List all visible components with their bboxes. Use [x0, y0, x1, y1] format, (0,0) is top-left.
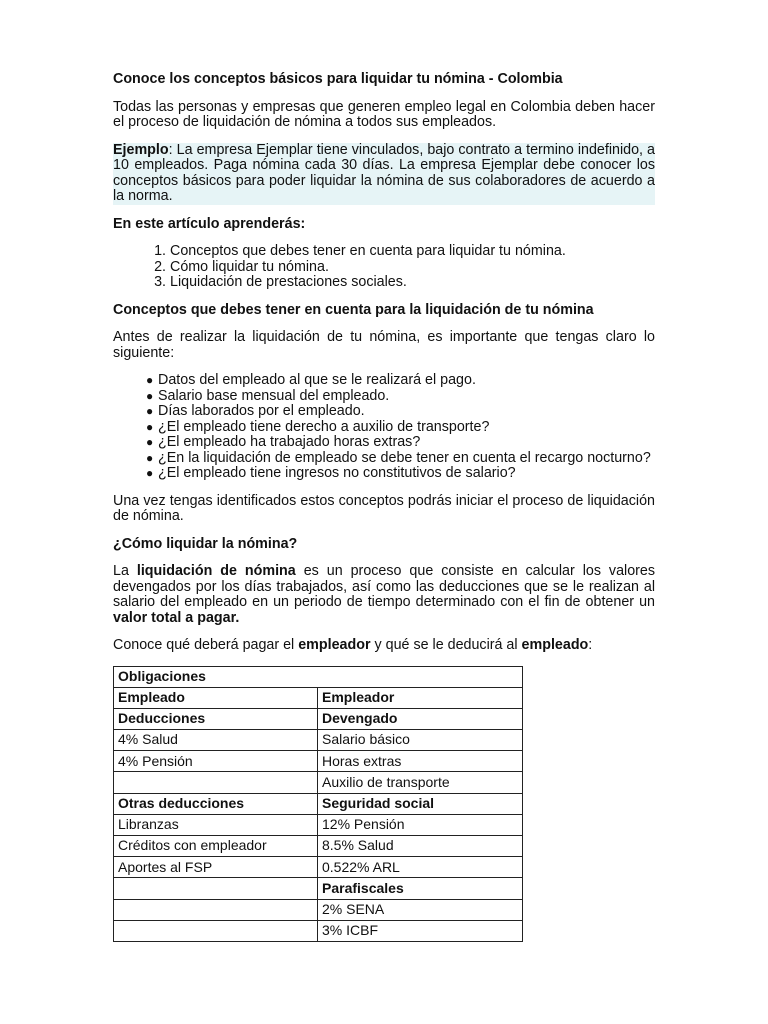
table-cell: 12% Pensión	[318, 814, 523, 835]
table-row	[114, 836, 523, 857]
bullet-icon: ●	[146, 450, 154, 465]
example-box	[113, 143, 655, 205]
table-row	[114, 814, 523, 835]
table-row	[114, 687, 523, 708]
howto-paragraph: La liquidación de nómina es un proceso que consiste en calcular los valores devengados por los días trabajados, así como las deducciones que se le realizan al salario del empleado en un periodo de tiempo determinado con el fin de obtener un valor total a pagar.	[113, 563, 656, 626]
example-text: : La empresa Ejemplar tiene vinculados, bajo contrato a termino indefinido, a 10 empleados. Paga nómina cada 30 días. La empresa Ejemplar debe conocer los conceptos básicos para poder liquidar la nómina de sus colaboradores de acuerdo a la norma.	[113, 141, 655, 204]
table-cell: Otras deducciones	[114, 793, 318, 814]
concept-item: ● ¿El empleado tiene ingresos no constitutivos de salario?	[146, 465, 516, 481]
learn-item: 3. Liquidación de prestaciones sociales.	[170, 275, 655, 291]
table-row	[114, 708, 523, 729]
table-cell: Devengado	[318, 708, 523, 729]
table-cell	[114, 899, 318, 920]
table-cell: 0.522% ARL	[318, 857, 523, 878]
concepts-intro: Antes de realizar la liquidación de tu nómina, es importante que tengas claro lo siguiente:	[113, 329, 655, 361]
concepts-list	[113, 373, 655, 482]
concept-item: ● Datos del empleado al que se le realizará el pago.	[146, 372, 476, 388]
obligations-table	[113, 666, 523, 942]
bullet-icon: ●	[146, 466, 154, 480]
example-label: Ejemplo	[113, 141, 169, 158]
learn-list	[113, 244, 655, 291]
howto-heading: ¿Cómo liquidar la nómina?	[113, 535, 298, 552]
table-cell: 3% ICBF	[318, 920, 523, 941]
concept-item: ● Salario base mensual del empleado.	[146, 387, 390, 404]
intro-paragraph: Todas las personas y empresas que generen empleo legal en Colombia deben hacer el proceso de liquidación de nómina a todos sus empleados.	[113, 98, 655, 130]
table-cell: 8.5% Salud	[318, 836, 523, 857]
table-cell: 2% SENA	[318, 899, 523, 920]
table-cell: Créditos con empleador	[114, 836, 318, 857]
table-cell	[114, 878, 318, 899]
table-cell: Auxilio de transporte	[318, 772, 523, 793]
concept-item: ● Días laborados por el empleado.	[146, 403, 365, 419]
table-row	[114, 772, 523, 793]
table-header-row	[114, 666, 523, 687]
table-cell: Empleado	[114, 687, 318, 708]
concept-item: ● ¿El empleado ha trabajado horas extras?	[146, 434, 421, 450]
bullet-icon: ●	[146, 435, 154, 449]
table-row	[114, 899, 523, 920]
learn-item: 2. Cómo liquidar tu nómina.	[170, 260, 655, 276]
table-cell: Libranzas	[114, 814, 318, 835]
concepts-outro: Una vez tengas identificados estos conceptos podrás iniciar el proceso de liquidación de nómina.	[113, 492, 655, 524]
table-row	[114, 751, 523, 772]
table-row	[114, 878, 523, 899]
table-cell: Horas extras	[318, 751, 523, 772]
concepts-heading: Conceptos que debes tener en cuenta para la liquidación de tu nómina	[113, 301, 594, 318]
learn-item: 1. Conceptos que debes tener en cuenta para liquidar tu nómina.	[170, 244, 655, 260]
learn-heading: En este artículo aprenderás:	[113, 215, 306, 232]
concept-item: ● ¿El empleado tiene derecho a auxilio de transporte?	[146, 418, 490, 435]
table-cell	[114, 920, 318, 941]
bullet-icon: ●	[146, 404, 154, 418]
table-row	[114, 730, 523, 751]
table-caption: Obligaciones	[114, 666, 523, 687]
table-row	[114, 793, 523, 814]
bullet-icon: ●	[146, 388, 154, 403]
document-content	[113, 72, 655, 942]
table-cell: Empleador	[318, 687, 523, 708]
table-cell: Aportes al FSP	[114, 857, 318, 878]
table-cell: Salario básico	[318, 730, 523, 751]
table-cell: Parafiscales	[318, 878, 523, 899]
table-cell: 4% Salud	[114, 730, 318, 751]
table-cell: 4% Pensión	[114, 751, 318, 772]
table-cell: Deducciones	[114, 708, 318, 729]
table-cell	[114, 772, 318, 793]
table-cell: Seguridad social	[318, 793, 523, 814]
bullet-icon: ●	[146, 373, 154, 387]
document-title: Conoce los conceptos básicos para liquidar tu nómina - Colombia	[113, 71, 563, 87]
table-row	[114, 920, 523, 941]
concept-item: ● ¿En la liquidación de empleado se debe tener en cuenta el recargo nocturno?	[146, 449, 651, 466]
obligations-intro: Conoce qué deberá pagar el empleador y qué se le deducirá al empleado:	[113, 637, 593, 653]
table-row	[114, 857, 523, 878]
bullet-icon: ●	[146, 419, 154, 434]
